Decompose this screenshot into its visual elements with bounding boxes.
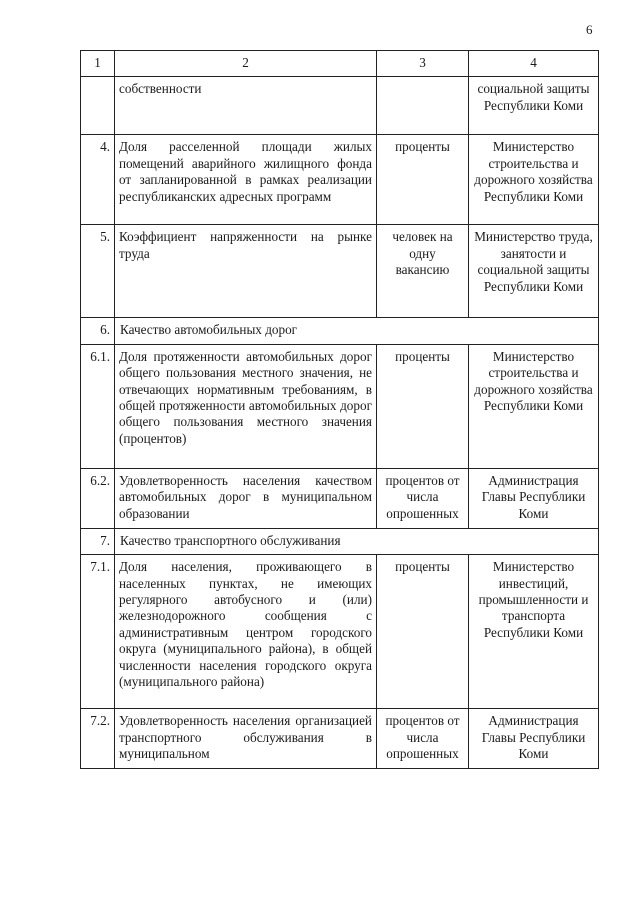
- responsible-body: Министерство труда, занятости и социальной защиты Республики Коми: [469, 225, 599, 318]
- responsible-body: Министерство строительства и дорожного хозяйства Республики Коми: [469, 344, 599, 468]
- indicator-name: Доля протяженности автомобильных дорог общего пользования местного значения, не отвечающих нормативным требованиям, в общей протяженности автомобильных дорог общего пользования местного значения (процентов): [115, 344, 377, 468]
- responsible-body: Администрация Главы Республики Коми: [469, 709, 599, 769]
- row-number: [81, 77, 115, 135]
- table-row: [81, 555, 599, 709]
- table-row: [81, 344, 599, 468]
- indicator-name: Доля расселенной площади жилых помещений аварийного жилищного фонда от запланированной в рамках реализации республиканских адресных программ: [115, 135, 377, 225]
- indicator-name: Доля населения, проживающего в населенных пунктах, не имеющих регулярного автобусного и (или) железнодорожного сообщения с административным центром городского округа (муниципального района), в общей численности населения городского округа (муниципального района): [115, 555, 377, 709]
- table-row: [81, 468, 599, 528]
- row-number: 7.2.: [81, 709, 115, 769]
- responsible-body: Администрация Главы Республики Коми: [469, 468, 599, 528]
- indicator-name: Удовлетворенность населения качеством автомобильных дорог в муниципальном образовании: [115, 468, 377, 528]
- unit-of-measure: человек на одну вакансию: [377, 225, 469, 318]
- unit-of-measure: процентов от числа опрошенных: [377, 709, 469, 769]
- section-number: 7.: [81, 528, 115, 554]
- table-row: [81, 225, 599, 318]
- column-header-3: 3: [377, 51, 469, 77]
- column-header-4: 4: [469, 51, 599, 77]
- section-number: 6.: [81, 318, 115, 344]
- responsible-body: Министерство инвестиций, промышленности и транспорта Республики Коми: [469, 555, 599, 709]
- responsible-body: Министерство строительства и дорожного хозяйства Республики Коми: [469, 135, 599, 225]
- unit-of-measure: [377, 77, 469, 135]
- section-title: Качество автомобильных дорог: [115, 318, 599, 344]
- section-row: [81, 318, 599, 344]
- indicator-name: Коэффициент напряженности на рынке труда: [115, 225, 377, 318]
- row-number: 6.2.: [81, 468, 115, 528]
- table-row: [81, 135, 599, 225]
- unit-of-measure: проценты: [377, 135, 469, 225]
- row-number: 7.1.: [81, 555, 115, 709]
- unit-of-measure: проценты: [377, 555, 469, 709]
- column-header-1: 1: [81, 51, 115, 77]
- section-title: Качество транспортного обслуживания: [115, 528, 599, 554]
- page-number: 6: [586, 22, 593, 37]
- table-row: [81, 709, 599, 769]
- responsible-body: социальной защиты Республики Коми: [469, 77, 599, 135]
- row-number: 5.: [81, 225, 115, 318]
- column-header-2: 2: [115, 51, 377, 77]
- unit-of-measure: проценты: [377, 344, 469, 468]
- table-row: [81, 77, 599, 135]
- row-number: 6.1.: [81, 344, 115, 468]
- indicator-name: собственности: [115, 77, 377, 135]
- indicators-table: [80, 50, 599, 769]
- row-number: 4.: [81, 135, 115, 225]
- section-row: [81, 528, 599, 554]
- table-header-row: [81, 51, 599, 77]
- unit-of-measure: процентов от числа опрошенных: [377, 468, 469, 528]
- indicator-name: Удовлетворенность населения организацией транспортного обслуживания в муниципальном: [115, 709, 377, 769]
